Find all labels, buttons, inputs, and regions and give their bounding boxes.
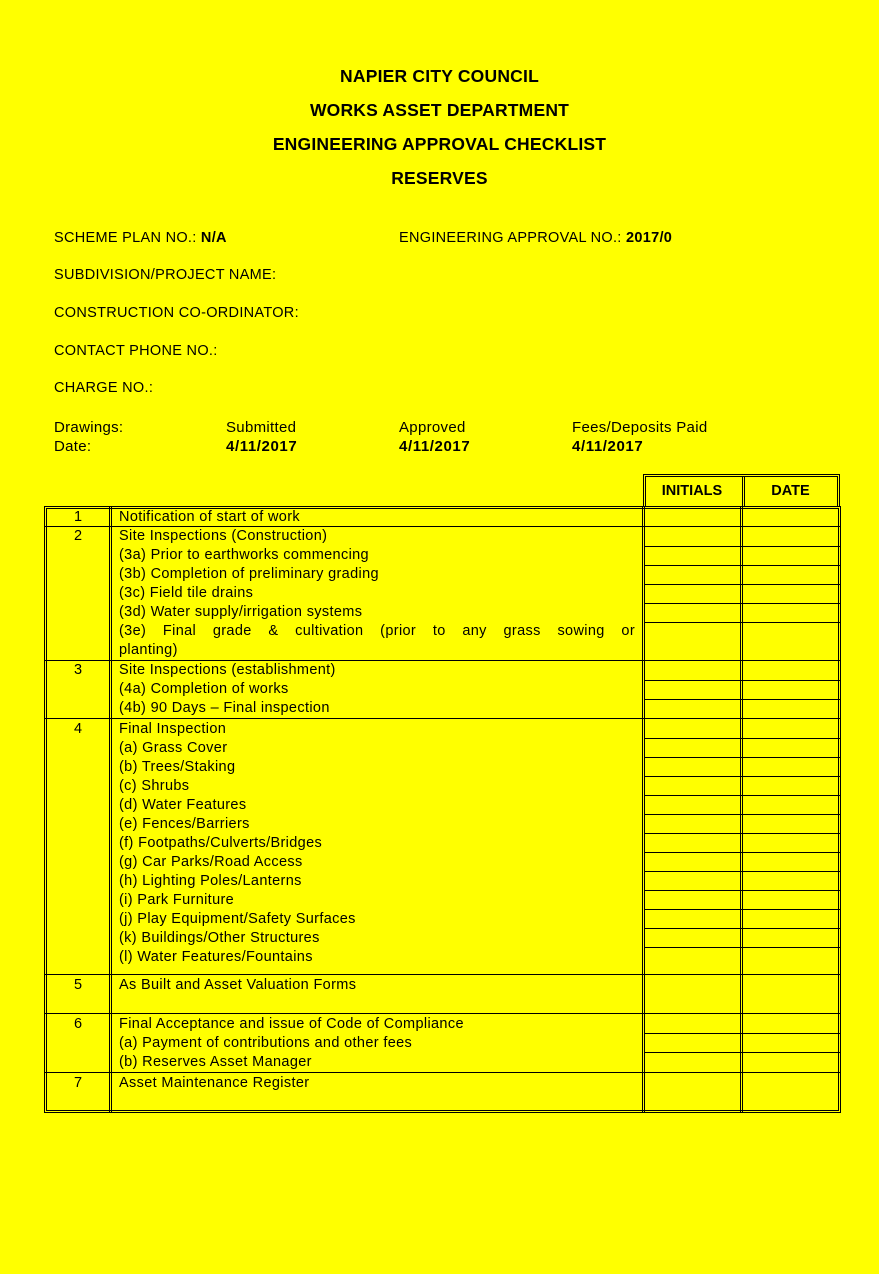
checklist-subitem: (k) Buildings/Other Structures [119,930,320,946]
row-divider [44,974,841,975]
submitted-column [226,418,297,456]
col-divider [109,506,112,1113]
row-number: 7 [73,1075,83,1091]
checklist-item: Final Acceptance and issue of Code of Compliance [119,1016,464,1032]
row-number: 2 [73,528,83,544]
submitted-label: Submitted [226,419,297,436]
drawings-label: Drawings: [54,419,124,436]
council-title: NAPIER CITY COUNCIL [340,66,539,86]
row-divider [44,1072,841,1073]
checklist-subitem: (3d) Water supply/irrigation systems [119,604,363,620]
subdivision-label: SUBDIVISION/PROJECT NAME: [54,267,277,283]
checklist-subitem: (a) Payment of contributions and other fees [119,1035,413,1051]
checklist-subitem: (3c) Field tile drains [119,585,254,601]
checklist-item: Site Inspections (establishment) [119,662,336,678]
checklist-title: ENGINEERING APPROVAL CHECKLIST [272,134,607,154]
approval-no-field [399,230,672,246]
category-title: RESERVES [391,168,488,188]
date-header: DATE [771,483,810,499]
row-divider [44,1013,841,1014]
row-number: 6 [73,1016,83,1032]
checklist-item: Asset Maintenance Register [119,1075,310,1091]
initials-header: INITIALS [661,483,723,499]
checklist-subitem: (3a) Prior to earthworks commencing [119,547,369,563]
row-number: 5 [73,977,83,993]
checklist-subitem: (f) Footpaths/Culverts/Bridges [119,835,323,851]
phone-label: CONTACT PHONE NO.: [54,343,218,359]
checklist-subitem: (b) Trees/Staking [119,759,236,775]
row-number: 4 [73,721,83,737]
checklist-subitem: (c) Shrubs [119,778,190,794]
checklist-subitem: (3e) Final grade & cultivation (prior to any grass sowing or planting) [119,623,635,658]
department-title: WORKS ASSET DEPARTMENT [309,100,570,120]
approved-label: Approved [399,419,466,436]
row-divider [44,718,841,719]
checklist-subitem: (b) Reserves Asset Manager [119,1054,312,1070]
drawings-labels [54,418,123,456]
date-label: Date: [54,438,92,455]
charge-label: CHARGE NO.: [54,380,154,396]
coordinator-label: CONSTRUCTION CO-ORDINATOR: [54,305,299,321]
fees-column [572,418,707,456]
checklist-subitem: (d) Water Features [119,797,247,813]
scheme-plan-value: N/A [200,230,227,246]
checklist-item: Final Inspection [119,721,227,737]
checklist-item: Notification of start of work [119,509,300,525]
checklist-subitem: (g) Car Parks/Road Access [119,854,303,870]
submitted-date: 4/11/2017 [226,438,298,455]
checklist-subitem: (e) Fences/Barriers [119,816,250,832]
col-divider [740,506,743,1113]
scheme-plan-label: SCHEME PLAN NO.: [54,230,197,246]
row-number: 3 [73,662,83,678]
checklist-subitem: (4b) 90 Days – Final inspection [119,700,330,716]
col-divider [642,506,645,1113]
checklist-item: As Built and Asset Valuation Forms [119,977,357,993]
checklist-subitem: (h) Lighting Poles/Lanterns [119,873,302,889]
approved-date: 4/11/2017 [399,438,471,455]
approval-no-label: ENGINEERING APPROVAL NO.: [399,230,622,246]
approval-no-value: 2017/0 [625,230,673,246]
checklist-subitem: (4a) Completion of works [119,681,289,697]
scheme-plan-field [54,230,227,246]
checklist-subitem: (a) Grass Cover [119,740,228,756]
checklist-subitem: (i) Park Furniture [119,892,235,908]
row-number: 1 [73,509,83,525]
fees-date: 4/11/2017 [572,438,644,455]
approved-column [399,418,470,456]
fees-label: Fees/Deposits Paid [572,419,708,436]
checklist-subitem: (l) Water Features/Fountains [119,949,313,965]
checklist-item: Site Inspections (Construction) [119,528,328,544]
checklist-subitem: (3b) Completion of preliminary grading [119,566,379,582]
checklist-subitem: (j) Play Equipment/Safety Surfaces [119,911,356,927]
